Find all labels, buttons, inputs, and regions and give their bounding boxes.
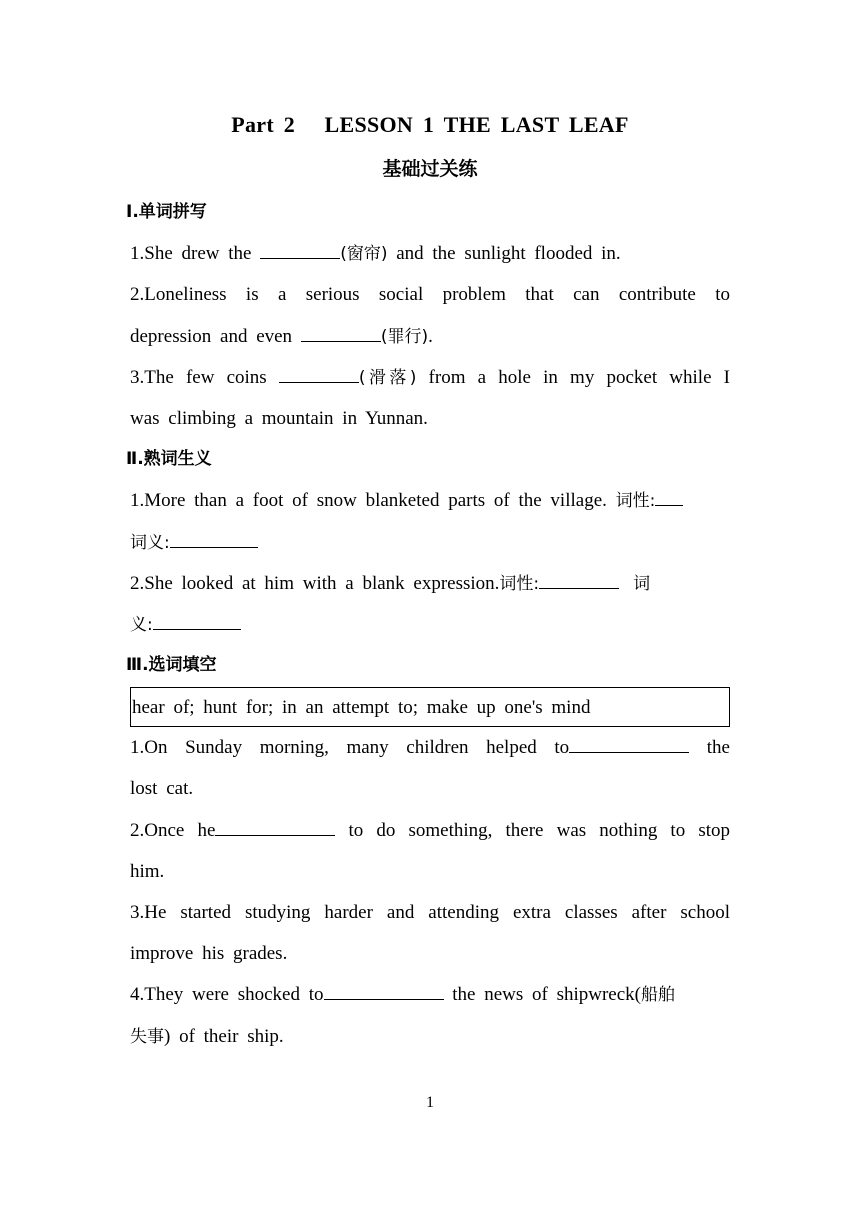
pos-label: 词性: [615, 491, 656, 512]
question-text: depression and even [130, 325, 301, 347]
page-number: 1 [426, 1094, 434, 1111]
page-subtitle: 基础过关练 [382, 158, 478, 180]
chinese-hint: (滑落) [358, 367, 417, 388]
question-text: 2.Once he [130, 819, 216, 841]
answer-blank[interactable] [655, 504, 683, 506]
question-2-1-line1 [130, 480, 730, 521]
document-body [126, 192, 731, 1057]
chinese-hint: 船舶 [641, 985, 676, 1006]
question-2-2-line1 [130, 563, 730, 604]
question-2-2-line2 [130, 604, 730, 645]
word-bank-box: hear of; hunt for; in an attempt to; make up one's mind [130, 687, 730, 727]
question-text: 1.She drew the [130, 243, 261, 265]
question-text: 4.They were shocked to [130, 984, 324, 1006]
question-text: 2.She looked at him with a blank expression. [130, 572, 500, 594]
answer-blank[interactable] [539, 587, 619, 589]
answer-blank[interactable] [569, 751, 689, 753]
chinese-hint: 失事 [130, 1026, 164, 1047]
question-3-4-line1 [130, 974, 730, 1015]
answer-blank[interactable] [324, 998, 444, 1000]
question-text: 3.The few coins [130, 366, 279, 388]
question-3-1-line2: lost cat. [130, 778, 194, 800]
question-3-2-line2: him. [130, 860, 165, 882]
question-3-3-line1: 3.He started studying harder and attending extra classes after school [130, 902, 730, 923]
question-text: 1.On Sunday morning, many children helped to [130, 737, 570, 759]
question-1-1 [130, 233, 730, 274]
question-text: the [689, 737, 730, 759]
question-text: ) of their ship. [164, 1025, 284, 1047]
question-text: from a hole in my pocket while I [416, 366, 731, 388]
meaning-label: 词义: [130, 532, 170, 553]
question-text: and the sunlight flooded in. [387, 243, 621, 265]
meaning-label: 词 [633, 573, 651, 594]
answer-blank[interactable] [170, 546, 258, 548]
chinese-hint: (窗帘) [340, 244, 388, 265]
answer-blank[interactable] [279, 381, 359, 383]
section-heading-1: Ⅰ.单词拼写 [126, 202, 207, 222]
answer-blank[interactable] [153, 628, 241, 630]
meaning-label: 义: [130, 614, 153, 635]
question-3-4-line2 [130, 1016, 730, 1057]
question-text: to do something, there was nothing to stop [335, 819, 730, 841]
question-1-3-line1 [130, 357, 730, 398]
question-1-2-line2 [130, 316, 730, 357]
answer-blank[interactable] [215, 834, 335, 836]
section-heading-3: Ⅲ.选词填空 [126, 655, 217, 676]
question-2-1-line2 [130, 522, 730, 563]
section-heading-2: Ⅱ.熟词生义 [126, 449, 212, 470]
page-title: Part 2 LESSON 1 THE LAST LEAF [231, 112, 629, 137]
question-text: 1.More than a foot of snow blanketed parts of the village. [130, 490, 616, 512]
answer-blank[interactable] [301, 340, 381, 342]
question-text: the news of shipwreck( [443, 984, 642, 1006]
question-1-2-line1: 2.Loneliness is a serious social problem that can contribute to [130, 284, 730, 306]
question-1-3-line2: was climbing a mountain in Yunnan. [130, 407, 428, 429]
question-3-2-line1 [130, 810, 730, 851]
chinese-hint: (罪行) [380, 326, 429, 347]
pos-label: 词性: [499, 573, 540, 594]
question-text: . [428, 325, 433, 347]
answer-blank[interactable] [260, 257, 340, 259]
question-3-3-line2: improve his grades. [130, 943, 288, 965]
question-3-1-line1 [130, 727, 730, 768]
